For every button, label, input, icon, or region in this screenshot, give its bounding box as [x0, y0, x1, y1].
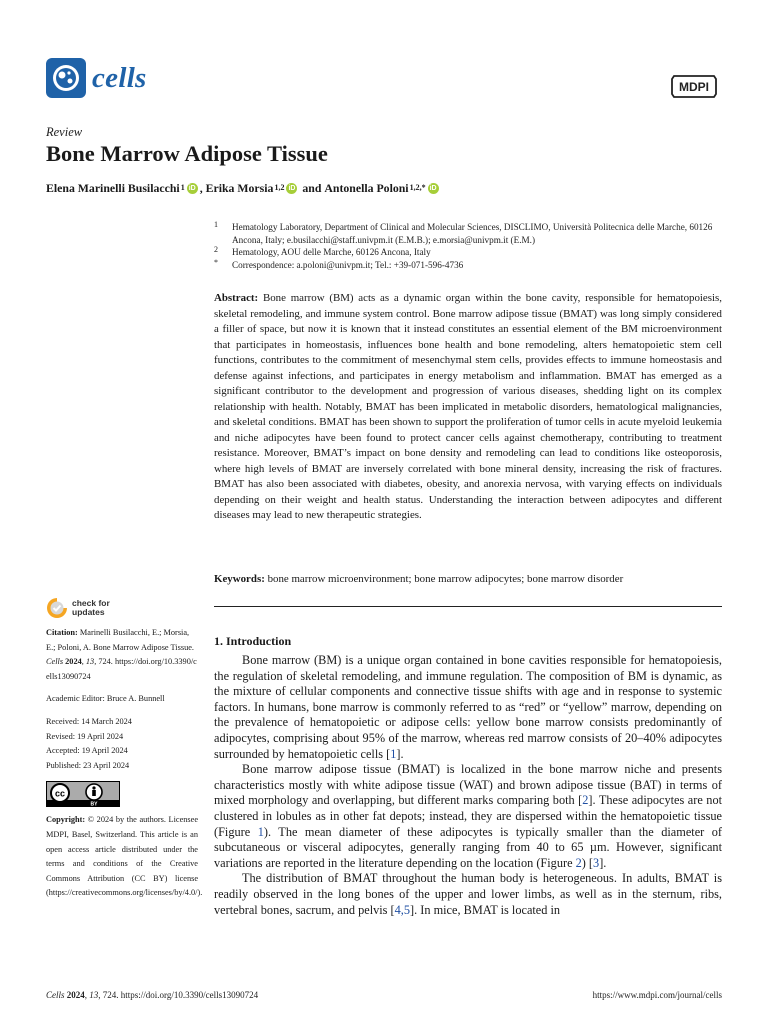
figure-link[interactable]: 1	[257, 824, 264, 839]
received-date: Received: 14 March 2024	[46, 716, 132, 726]
citation-journal: Cells	[46, 657, 64, 667]
author-name[interactable]: Antonella Poloni	[324, 181, 409, 195]
author-separator: and	[299, 181, 325, 195]
copyright-label: Copyright:	[46, 815, 86, 825]
paragraph-text: Bone marrow (BM) is a unique organ contained in bone cavities responsible for hematopoiesis, the regulation of skeletal remodeling, and immune regulation. The composition of BM is dynamic, as the mixture of cellular components and connective tissue shifts with age and in response to systemic factors. In humans, bone marrow is commonly referred to as “red” or “yellow” marrow, depending on the prevalence of hematopoietic or adipose cells: yellow bone marrow consists predominantly of adipocytes, comprising about 95% of the marrow, whereas red marrow consists of 20–40% adipocytes surrounded by hematopoietic cells [	[214, 653, 722, 761]
author-name[interactable]: Elena Marinelli Busilacchi	[46, 181, 180, 195]
paragraph-text: ]. In mice, BMAT is located in	[410, 902, 561, 917]
affiliation-item	[214, 221, 724, 246]
check-updates-line1: check for	[72, 598, 110, 608]
orcid-icon[interactable]: iD	[288, 185, 296, 192]
paragraph	[214, 653, 722, 762]
academic-editor: Academic Editor: Bruce A. Bunnell	[46, 694, 165, 704]
keywords-text: bone marrow microenvironment; bone marrow adipocytes; bone marrow disorder	[267, 573, 624, 585]
article-type: Review	[46, 125, 83, 139]
affiliation-mark: *	[214, 257, 218, 267]
citation-pages: , 724.	[94, 657, 113, 667]
sidebar	[46, 626, 203, 901]
affiliation-text: Hematology, AOU delle Marche, 60126 Ancona, Italy	[232, 247, 431, 258]
journal-logo[interactable]	[46, 58, 147, 98]
cells-logo-icon	[46, 58, 86, 98]
footer-volume: 13	[89, 990, 99, 1000]
citation-text: Marinelli Busilacchi, E.; Morsia, E.; Poloni, A. Bone Marrow Adipose Tissue.	[46, 628, 194, 652]
figure-link[interactable]: 2	[575, 855, 582, 870]
keywords-label: Keywords:	[214, 573, 265, 585]
affiliation-mark: 2	[214, 245, 218, 255]
reference-link[interactable]: 4,5	[394, 902, 411, 917]
affiliations	[214, 221, 724, 271]
article-title: Bone Marrow Adipose Tissue	[46, 141, 328, 166]
section-heading-introduction: 1. Introduction	[214, 634, 292, 648]
svg-text:cc: cc	[54, 788, 66, 799]
footer-citation: Cells 2024, 13, 724. https://doi.org/10.3390/cells13090724	[46, 990, 259, 1000]
svg-text:BY: BY	[90, 801, 98, 808]
author-list	[46, 181, 441, 196]
paragraph-text: ]. These adipocytes are not clustered in lobules as in other fat depots; instead, they are dispersed within the hematopoietic tissue (Figure	[214, 793, 723, 839]
copyright-block	[46, 813, 203, 901]
journal-name: cells	[92, 61, 147, 94]
reference-link[interactable]: 1	[390, 746, 397, 761]
reference-link[interactable]: 2	[582, 793, 589, 808]
footer-doi[interactable]: , 724. https://doi.org/10.3390/cells13090724	[98, 990, 259, 1000]
reference-link[interactable]: 3	[593, 855, 600, 870]
citation-label: Citation:	[46, 628, 78, 637]
author-affiliation-mark: 1,2	[274, 183, 285, 192]
accepted-date: Accepted: 19 April 2024	[46, 746, 128, 756]
affiliation-text: Hematology Laboratory, Department of Clinical and Molecular Sciences, DISCLIMO, Università Politecnica delle Marche, 60126 Ancona, Italy; e.busilacchi@staff.univpm.it (E.M.B.); e.morsia@univpm.it (E.M.)	[232, 222, 713, 245]
dates-block	[46, 715, 198, 773]
citation-block: Citation: Marinelli Busilacchi, E.; Morsia, E.; Poloni, A. Bone Marrow Adipose Tissue. Cells 2024, 13, 724. https://doi.org/10.3390/cells13090724	[46, 628, 197, 681]
check-for-updates-button[interactable]	[46, 597, 110, 619]
footer-year: 2024	[66, 990, 85, 1000]
abstract	[214, 291, 722, 524]
author-affiliation-mark: 1	[180, 183, 185, 192]
paragraph-text: ). The mean diameter of these adipocytes is typically smaller than the diameter of subcutaneous or visceral adipocytes, generally ranging from 40 to 65 µm. However, significant variations are reported in the literature depending on the location (Figure	[214, 824, 722, 870]
published-date: Published: 23 April 2024	[46, 760, 130, 770]
abstract-label: Abstract:	[214, 292, 259, 304]
citation-year: 2024	[65, 657, 82, 667]
paragraph-text: ].	[599, 855, 607, 870]
paragraph-text: ) [	[581, 855, 594, 870]
footer-journal-url[interactable]: https://www.mdpi.com/journal/cells	[592, 990, 722, 1000]
cc-by-license-icon[interactable]	[46, 781, 120, 807]
introduction-body	[214, 653, 722, 918]
mdpi-logo[interactable]	[668, 70, 720, 100]
orcid-icon[interactable]: iD	[188, 185, 196, 192]
paragraph-text: ].	[396, 746, 404, 761]
copyright-text: © 2024 by the authors. Licensee MDPI, Basel, Switzerland. This article is an open access article distributed under the terms and conditions of the Creative Commons Attribution (CC BY) license (https://creativecommons.org/licenses/by/4.0/).	[46, 815, 203, 898]
section-divider	[214, 606, 722, 607]
check-updates-line2: updates	[72, 607, 105, 617]
orcid-icon[interactable]: iD	[429, 185, 437, 192]
affiliation-item	[214, 259, 724, 272]
footer-journal: Cells	[46, 990, 65, 1000]
keywords	[214, 573, 722, 585]
author-name[interactable]: Erika Morsia	[205, 181, 274, 195]
affiliation-mark: 1	[214, 220, 218, 229]
paragraph-text: The distribution of BMAT throughout the human body is heterogeneous. In adults, BMAT is readily observed in the long bones of the upper and lower limbs, as well as in the sternum, ribs, vertebral bones, sacrum, and pelvis [	[214, 871, 722, 917]
abstract-text: Bone marrow (BM) acts as a dynamic organ within the bone cavity, responsible for hematopoiesis, skeletal remodeling, and immune system control. Bone marrow adipose tissue (BMAT) was long simply considered a filler of space, but now it is known that it instead constitutes an essential element of the BM microenvironment that participates in homeostasis, influences bone health and bone remodeling, alters hematopoietic stem cell functions, contributes to the commitment of mesenchymal stem cells, provides effects to immune homeostasis and defense against infections, and participates in energy metabolism and inflammation. BMAT has emerged as a significant contributor to the development and progression of various diseases, shedding light on its complex relationship with health. Notably, BMAT has been implicated in metabolic disorders, hematological malignancies, and skeletal conditions. BMAT has been shown to support the proliferation of tumor cells in acute myeloid leukemia and niche adipocytes have been found to protect cancer cells against chemotherapy, contributing to treatment resistance. Moreover, BMAT’s impact on bone density and remodeling can lead to conditions like osteoporosis, where high levels of BMAT are inversely correlated with bone mineral density, increasing the risk of fractures. BMAT has also been associated with diabetes, obesity, and anorexia nervosa, with varying effects on individuals depending on their weight and health status. Understanding the interaction between adipocytes and different diseases may lead to new therapeutic strategies.	[214, 292, 722, 521]
author-affiliation-mark: 1,2,*	[409, 183, 426, 192]
correspondence-text: Correspondence: a.poloni@univpm.it; Tel.: +39-071-596-4736	[232, 259, 464, 270]
mdpi-logo-text: MDPI	[679, 80, 709, 94]
paragraph-text: Bone marrow adipose tissue (BMAT) is localized in the bone marrow niche and presents characteristics mostly with white adipose tissue (WAT) and brown adipose tissue (BAT) in terms of mixed morphology and overlapping, but different marks comparing both [	[214, 762, 722, 808]
check-for-updates-icon	[46, 597, 68, 619]
paragraph	[214, 762, 722, 871]
author-separator: ,	[199, 181, 206, 195]
paragraph	[214, 871, 722, 918]
revised-date: Revised: 19 April 2024	[46, 731, 124, 741]
affiliation-item	[214, 246, 724, 259]
citation-doi-link[interactable]: https://doi.org/10.3390/cells13090724	[46, 657, 197, 681]
citation-volume: 13	[85, 657, 95, 667]
